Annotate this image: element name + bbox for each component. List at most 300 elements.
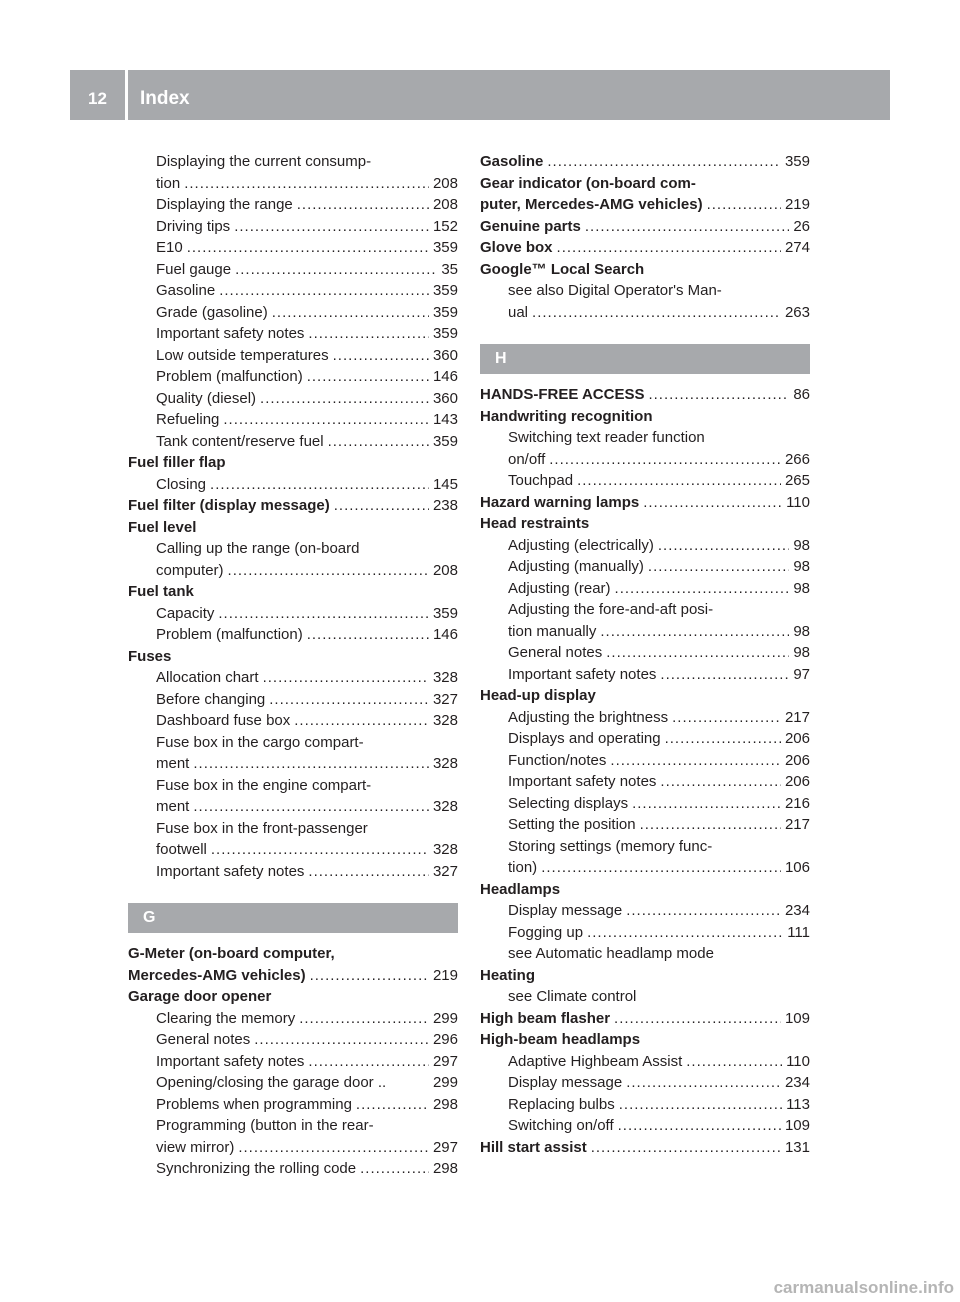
dot-leader	[228, 560, 429, 582]
entry-text: tion	[156, 174, 181, 192]
page-reference: 359	[432, 325, 458, 342]
dot-leader	[606, 642, 789, 664]
index-subentry	[480, 302, 810, 324]
dot-leader	[672, 707, 781, 729]
index-subentry	[128, 796, 458, 818]
dot-leader	[328, 431, 429, 453]
entry-text: Adaptive Highbeam Assist	[508, 1052, 683, 1070]
page-reference: 298	[432, 1095, 458, 1113]
dot-leader	[648, 384, 789, 406]
page-header	[70, 70, 890, 120]
page-reference: 143	[432, 411, 458, 428]
entry-text: see Climate control	[508, 988, 637, 1005]
entry-text: Important safety notes	[156, 862, 305, 880]
entry-text: General notes	[156, 1031, 251, 1048]
entry-text: Fuse box in the front-passenger	[156, 819, 368, 837]
index-entry	[480, 1008, 810, 1030]
index-subentry	[128, 839, 458, 861]
page-reference: 328	[432, 798, 458, 815]
index-subentry	[480, 556, 810, 578]
entry-text: Important safety notes	[156, 325, 305, 342]
page-reference: 98	[793, 579, 810, 597]
index-subentry	[128, 388, 458, 410]
index-subentry	[480, 922, 810, 944]
entry-text: Gear indicator (on-board com-	[480, 174, 696, 192]
dot-leader	[308, 861, 429, 883]
entry-text: Gasoline	[480, 153, 544, 170]
index-subentry	[128, 560, 458, 582]
dot-leader	[294, 710, 429, 732]
section-title: Index	[140, 88, 190, 109]
page-reference: 146	[432, 368, 458, 385]
entry-text: Touchpad	[508, 472, 574, 489]
index-subentry	[128, 345, 458, 367]
index-subentry	[128, 1008, 458, 1030]
dot-leader	[643, 492, 782, 514]
page-reference: 299	[432, 1009, 458, 1027]
page-reference: 26	[793, 217, 810, 235]
entry-text: Handwriting recognition	[480, 407, 653, 425]
entry-text: ment	[156, 798, 190, 815]
index-entry	[128, 986, 458, 1008]
index-entry	[480, 685, 810, 707]
dot-leader	[310, 965, 429, 987]
dot-leader	[600, 621, 789, 643]
entry-text: puter, Mercedes-AMG vehicles)	[480, 196, 703, 213]
index-subentry	[480, 943, 810, 965]
page-reference: 238	[432, 497, 458, 514]
dot-leader	[707, 194, 781, 216]
page-reference: 297	[432, 1138, 458, 1156]
entry-text: Fuel filler flap	[128, 454, 226, 471]
entry-text: Display message	[508, 1074, 623, 1091]
index-subentry	[128, 753, 458, 775]
index-subentry	[128, 689, 458, 711]
dot-leader	[640, 814, 781, 836]
page-reference: 146	[432, 626, 458, 643]
entry-text: Displays and operating	[508, 730, 661, 747]
entry-text: G-Meter (on-board computer,	[128, 945, 335, 962]
index-subentry	[128, 603, 458, 625]
index-entry	[480, 216, 810, 238]
entry-text: Adjusting the brightness	[508, 708, 669, 726]
index-subentry	[480, 750, 810, 772]
index-entry	[128, 943, 458, 965]
entry-text: Storing settings (memory func-	[508, 837, 713, 855]
index-entry	[480, 173, 810, 195]
dot-leader	[632, 793, 781, 815]
page-reference: 110	[786, 1052, 810, 1070]
entry-text: on/off	[508, 450, 546, 468]
page-reference: 208	[432, 174, 458, 192]
index-subentry	[480, 1094, 810, 1116]
page-reference: 359	[432, 239, 458, 256]
entry-text: Low outside temperatures	[156, 346, 329, 364]
dot-leader	[193, 753, 429, 775]
entry-text: computer)	[156, 561, 224, 579]
entry-text: Fuse box in the engine compart-	[156, 776, 372, 794]
entry-text: Genuine parts	[480, 217, 581, 235]
index-subentry	[128, 173, 458, 195]
page-reference: 109	[784, 1009, 810, 1027]
page-reference: 328	[432, 841, 458, 858]
dot-leader	[299, 1008, 429, 1030]
page-reference: 86	[793, 386, 810, 403]
dot-leader	[660, 664, 789, 686]
entry-text: see also Digital Operator's Man-	[508, 282, 722, 299]
index-subentry	[128, 1094, 458, 1116]
index-subentry	[480, 1072, 810, 1094]
dot-leader	[333, 345, 429, 367]
index-subentry	[128, 194, 458, 216]
dot-leader	[219, 280, 429, 302]
index-subentry	[480, 449, 810, 471]
index-subentry	[480, 1051, 810, 1073]
page-reference: 296	[432, 1031, 458, 1048]
index-entry	[480, 1029, 810, 1051]
page-number: 12	[88, 89, 107, 108]
dot-leader	[234, 216, 429, 238]
entry-text: Quality (diesel)	[156, 389, 257, 407]
index-subentry	[480, 535, 810, 557]
dot-leader	[187, 237, 429, 259]
entry-text: Important safety notes	[156, 1052, 305, 1070]
entry-text: Refueling	[156, 411, 220, 428]
page-reference: 145	[432, 475, 458, 493]
entry-text: Before changing	[156, 690, 266, 708]
dot-leader	[218, 603, 429, 625]
dot-leader	[626, 900, 781, 922]
index-subentry	[128, 302, 458, 324]
index-entry	[480, 259, 810, 281]
index-entry	[480, 492, 810, 514]
page-reference: 208	[432, 561, 458, 579]
index-column-right	[480, 151, 810, 1158]
dot-leader	[307, 366, 429, 388]
index-column-left	[128, 151, 458, 1180]
index-subentry	[480, 621, 810, 643]
page-reference: 299	[432, 1074, 458, 1091]
entry-text: tion)	[508, 859, 538, 876]
index-subentry	[128, 151, 458, 173]
index-subentry	[128, 1029, 458, 1051]
dot-leader	[549, 449, 781, 471]
dot-leader	[660, 771, 781, 793]
dot-leader	[260, 388, 429, 410]
index-subentry	[128, 1072, 458, 1094]
entry-text: Synchronizing the rolling code	[156, 1160, 357, 1177]
page-reference: 328	[432, 669, 458, 686]
dot-leader	[658, 535, 789, 557]
entry-text: Tank content/reserve fuel	[156, 432, 324, 450]
page-reference: 360	[432, 389, 458, 407]
index-entry	[128, 965, 458, 987]
index-subentry	[128, 259, 458, 281]
entry-text: Garage door opener	[128, 988, 272, 1005]
page-reference: 266	[784, 450, 810, 468]
index-subentry	[480, 986, 810, 1008]
page-reference: 98	[793, 622, 810, 640]
entry-text: Displaying the range	[156, 196, 293, 213]
entry-text: footwell	[156, 841, 207, 858]
page-reference: 360	[432, 346, 458, 364]
index-subentry	[480, 599, 810, 621]
index-subentry	[128, 818, 458, 840]
index-subentry	[480, 857, 810, 879]
page-reference: 216	[784, 794, 810, 812]
entry-text: Mercedes-AMG vehicles)	[128, 966, 306, 984]
index-subentry	[128, 775, 458, 797]
entry-text: Adjusting (manually)	[508, 558, 644, 575]
page-reference: 206	[784, 730, 810, 747]
entry-text: Function/notes	[508, 751, 607, 769]
index-entry	[480, 194, 810, 216]
index-subentry	[128, 237, 458, 259]
dot-leader	[210, 474, 429, 496]
index-entry	[480, 513, 810, 535]
dot-leader	[272, 302, 429, 324]
index-subentry	[128, 710, 458, 732]
dot-leader	[615, 578, 790, 600]
page-reference: 263	[784, 303, 810, 321]
dot-leader	[360, 1158, 429, 1180]
index-subentry	[480, 814, 810, 836]
dot-leader	[184, 173, 429, 195]
index-entry	[480, 1137, 810, 1159]
page-reference: 359	[432, 432, 458, 450]
index-subentry	[480, 771, 810, 793]
entry-text: ment	[156, 755, 190, 772]
entry-text: Fuse box in the cargo compart-	[156, 733, 364, 751]
watermark: carmanualsonline.info	[773, 1278, 954, 1297]
page-reference: 298	[432, 1160, 458, 1177]
entry-text: Adjusting (rear)	[508, 579, 611, 597]
page-reference: 327	[432, 690, 458, 708]
index-entry	[128, 581, 458, 603]
header-divider	[125, 70, 128, 120]
page-reference: 219	[784, 196, 810, 213]
index-subentry	[128, 1051, 458, 1073]
letter-heading: G	[128, 903, 458, 933]
index-entry	[480, 237, 810, 259]
dot-leader	[547, 151, 781, 173]
dot-leader	[591, 1137, 781, 1159]
index-entry	[128, 646, 458, 668]
dot-leader	[334, 495, 429, 517]
entry-text: Clearing the memory	[156, 1009, 296, 1027]
page-reference: 35	[441, 260, 458, 278]
entry-text: Grade (gasoline)	[156, 303, 268, 321]
index-subentry	[128, 366, 458, 388]
index-subentry	[128, 1158, 458, 1180]
index-subentry	[480, 280, 810, 302]
index-entry	[480, 406, 810, 428]
entry-text: Head restraints	[480, 515, 590, 532]
entry-text: Display message	[508, 902, 623, 919]
page-reference: 217	[784, 708, 810, 726]
entry-text: Fuel tank	[128, 583, 194, 600]
entry-text: High beam flasher	[480, 1009, 611, 1027]
entry-text: HANDS-FREE ACCESS	[480, 386, 645, 403]
dot-leader	[585, 216, 789, 238]
index-entry	[128, 517, 458, 539]
page-reference: 265	[784, 472, 810, 489]
index-entry	[480, 879, 810, 901]
entry-text: Glove box	[480, 239, 553, 256]
entry-text: see Automatic headlamp mode	[508, 945, 714, 962]
index-subentry	[128, 732, 458, 754]
entry-text: Important safety notes	[508, 773, 657, 790]
index-subentry	[128, 280, 458, 302]
index-subentry	[480, 707, 810, 729]
entry-text: ual	[508, 303, 529, 321]
page-reference: 327	[432, 862, 458, 880]
page-reference: 359	[432, 282, 458, 299]
entry-text: Hill start assist	[480, 1138, 587, 1156]
letter-heading: H	[480, 344, 810, 374]
entry-text: Problem (malfunction)	[156, 368, 303, 385]
entry-text: Dashboard fuse box	[156, 712, 291, 729]
dot-leader	[541, 857, 781, 879]
dot-leader	[238, 1137, 429, 1159]
dot-leader	[263, 667, 429, 689]
page-reference: 219	[432, 966, 458, 984]
entry-text: Gasoline	[156, 282, 216, 299]
page-reference: 106	[784, 859, 810, 876]
page-reference: 217	[784, 816, 810, 833]
entry-text: Fogging up	[508, 923, 584, 941]
dot-leader	[618, 1115, 781, 1137]
dot-leader	[307, 624, 429, 646]
dot-leader	[587, 922, 783, 944]
dot-leader	[577, 470, 781, 492]
page-reference: 98	[793, 558, 810, 575]
entry-text: Adjusting the fore-and-aft posi-	[508, 601, 714, 618]
index-entry	[128, 452, 458, 474]
dot-leader	[356, 1094, 429, 1116]
page-reference: 109	[784, 1117, 810, 1134]
dot-leader	[648, 556, 789, 578]
dot-leader	[610, 750, 781, 772]
index-subentry	[480, 578, 810, 600]
entry-text: Heating	[480, 966, 536, 984]
entry-text: Important safety notes	[508, 665, 657, 683]
entry-text: Switching text reader function	[508, 429, 705, 446]
dot-leader	[235, 259, 437, 281]
index-subentry	[128, 216, 458, 238]
dot-leader	[532, 302, 781, 324]
dot-leader	[297, 194, 429, 216]
index-entry	[480, 384, 810, 406]
page-reference: 206	[784, 773, 810, 790]
entry-text: Problem (malfunction)	[156, 626, 303, 643]
entry-text: Fuel level	[128, 518, 197, 536]
index-subentry	[480, 836, 810, 858]
index-subentry	[480, 470, 810, 492]
page-reference: 110	[786, 493, 810, 511]
index-subentry	[128, 431, 458, 453]
entry-text: Calling up the range (on-board	[156, 540, 360, 557]
entry-text: view mirror)	[156, 1138, 235, 1156]
dot-leader	[211, 839, 429, 861]
entry-text: Opening/closing the garage door ..	[156, 1074, 387, 1091]
index-entry	[128, 495, 458, 517]
entry-text: E10	[156, 239, 183, 256]
index-entry	[480, 151, 810, 173]
index-subentry	[128, 861, 458, 883]
index-subentry	[128, 409, 458, 431]
page-reference: 274	[784, 239, 810, 256]
dot-leader	[193, 796, 429, 818]
entry-text: Displaying the current consump-	[156, 153, 372, 170]
page-reference: 113	[786, 1095, 810, 1113]
page-reference: 206	[784, 751, 810, 769]
page-reference: 97	[793, 665, 810, 683]
index-subentry	[480, 900, 810, 922]
index-subentry	[128, 1137, 458, 1159]
entry-text: Closing	[156, 475, 207, 493]
entry-text: Selecting displays	[508, 794, 629, 812]
index-entry	[480, 965, 810, 987]
dot-leader	[557, 237, 781, 259]
entry-text: Adjusting (electrically)	[508, 536, 654, 554]
page-reference: 98	[793, 644, 810, 661]
page-reference: 234	[784, 902, 810, 919]
dot-leader	[626, 1072, 781, 1094]
page-reference: 359	[432, 604, 458, 622]
page-reference: 98	[793, 536, 810, 554]
index-subentry	[480, 427, 810, 449]
dot-leader	[269, 689, 429, 711]
entry-text: Setting the position	[508, 816, 636, 833]
page-reference: 359	[432, 303, 458, 321]
index-subentry	[128, 1115, 458, 1137]
index-subentry	[128, 323, 458, 345]
page-reference: 328	[432, 755, 458, 772]
entry-text: tion manually	[508, 622, 597, 640]
page-reference: 328	[432, 712, 458, 729]
index-subentry	[480, 793, 810, 815]
index-subentry	[128, 667, 458, 689]
page-reference: 297	[432, 1052, 458, 1070]
index-subentry	[128, 474, 458, 496]
entry-text: Fuel filter (display message)	[128, 497, 330, 514]
page-reference: 111	[787, 923, 810, 941]
index-subentry	[480, 1115, 810, 1137]
index-subentry	[128, 538, 458, 560]
page-reference: 234	[784, 1074, 810, 1091]
entry-text: Replacing bulbs	[508, 1095, 615, 1113]
entry-text: Allocation chart	[156, 669, 259, 686]
dot-leader	[614, 1008, 781, 1030]
entry-text: General notes	[508, 644, 603, 661]
index-subentry	[480, 664, 810, 686]
entry-text: Driving tips	[156, 217, 231, 235]
entry-text: Switching on/off	[508, 1117, 614, 1134]
index-subentry	[128, 624, 458, 646]
dot-leader	[686, 1051, 782, 1073]
entry-text: Capacity	[156, 604, 215, 622]
entry-text: Head-up display	[480, 687, 596, 704]
page-reference: 152	[432, 217, 458, 235]
page-reference: 131	[784, 1138, 810, 1156]
entry-text: High-beam headlamps	[480, 1031, 641, 1048]
page-reference: 359	[784, 153, 810, 170]
dot-leader	[665, 728, 781, 750]
dot-leader	[619, 1094, 782, 1116]
entry-text: Hazard warning lamps	[480, 493, 640, 511]
entry-text: Programming (button in the rear-	[156, 1117, 374, 1134]
